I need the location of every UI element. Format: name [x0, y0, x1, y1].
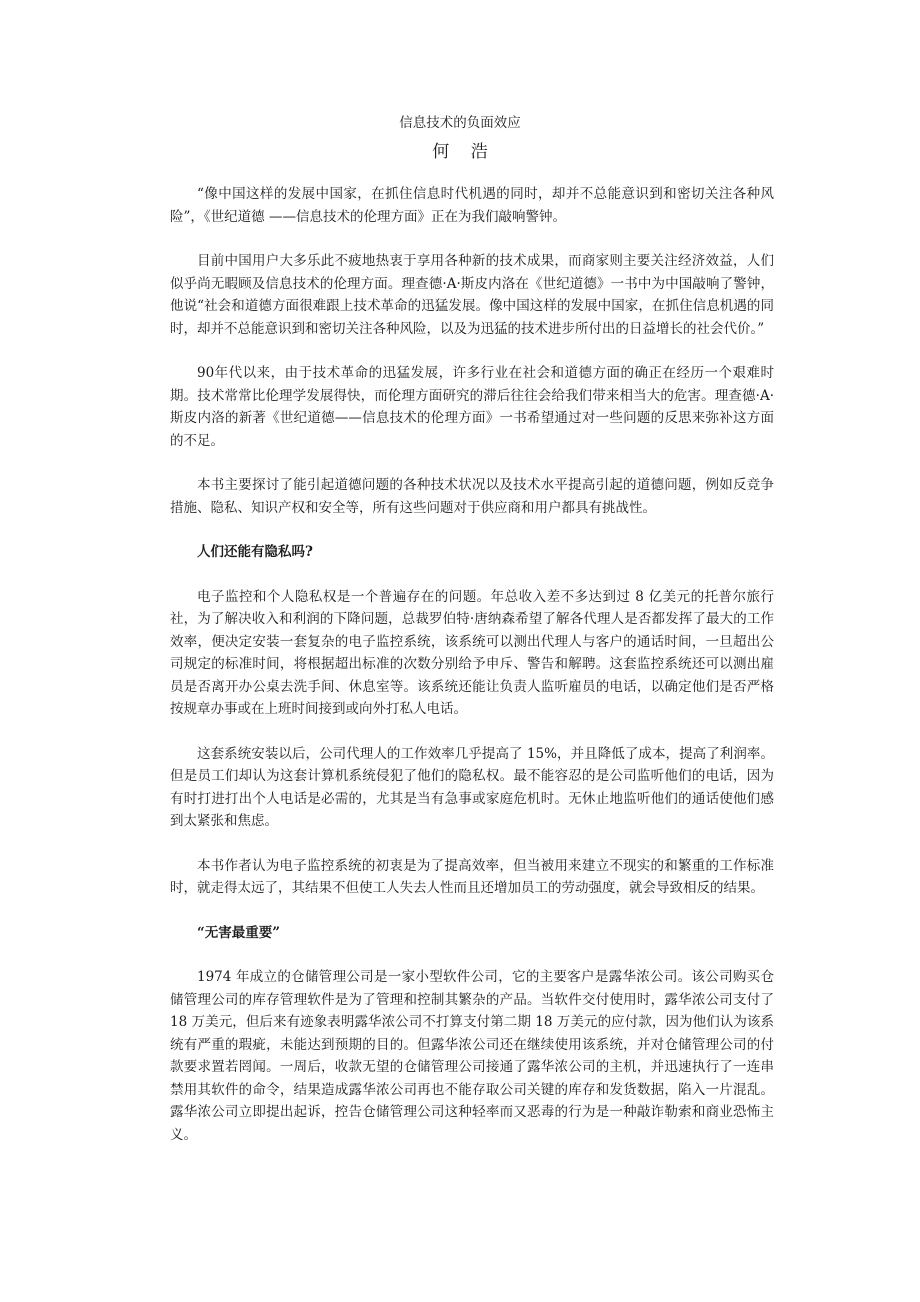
document-title: 信息技术的负面效应 — [399, 115, 521, 131]
paragraph-intro-quote: “像中国这样的发展中国家，在抓住信息时代机遇的同时，却并不总能意识到和密切关注各种风险”，《世纪道德 ——信息技术的伦理方面》正在为我们敲响警钟。 — [170, 186, 774, 225]
paragraph-book-topics: 本书主要探讨了能引起道德问题的各种技术状况以及技术水平提高引起的道德问题，例如反竞争措施、隐私、知识产权和安全等，所有这些问题对于供应商和用户都具有挑战性。 — [170, 477, 774, 516]
paragraph-monitoring: 电子监控和个人隐私权是一个普遍存在的问题。年总收入差不多达到过 8 亿美元的托普尔旅行社，为了解决收入和利润的下降问题，总裁罗伯特·唐纳森希望了解各代理人是否都发挥了最大的工作效率，便决定安装一套复杂的电子监控系统，该系统可以测出代理人与客户的通话时间，一旦超出公司规定的标准时间，将根据超出标准的次数分别给予申斥、警告和解聘。这套监控系统还可以测出雇员是否离开办公桌去洗手间、休息室等。该系统还能让负责人监听雇员的电话，以确定他们是否严格按规章办事或在上班时间接到或向外打私人电话。 — [170, 588, 774, 717]
document-author: 何 浩 — [432, 142, 496, 162]
paragraph-author-view: 本书作者认为电子监控系统的初衷是为了提高效率，但当被用来建立不现实的和繁重的工作标准时，就走得太远了，其结果不但使工人失去人性而且还增加员工的劳动强度，就会导致相反的结果。 — [170, 857, 774, 896]
paragraph-90s: 90年代以来，由于技术革命的迅猛发展，许多行业在社会和道德方面的确正在经历一个艰难时期。技术常常比伦理学发展得快，而伦理方面研究的滞后往往会给我们带来相当大的危害。理查德·A·斯皮内洛的新著《世纪道德——信息技术的伦理方面》一书希望通过对一些问题的反思来弥补这方面的不足。 — [170, 365, 774, 449]
paragraph-warehouse-case: 1974 年成立的仓储管理公司是一家小型软件公司，它的主要客户是露华浓公司。该公司购买仓储管理公司的库存管理软件是为了管理和控制其繁杂的产品。当软件交付使用时，露华浓公司支付了 18 万美元，但后来有迹象表明露华浓公司不打算支付第二期 18 万美元的应付款，因为他们认为该系统有严重的瑕疵，未能达到预期的目的。但露华浓公司还在继续使用该系统，并对仓储管理公司的付款要求置若罔闻。一周后，收款无望的仓储管理公司接通了露华浓公司的主机，并迅速执行了一连串禁用其软件的命令，结果造成露华浓公司再也不能存取公司关键的库存和发货数据，陷入一片混乱。露华浓公司立即提出起诉，控告仓储管理公司这种轻率而又恶毒的行为是一种敲诈勒索和商业恐怖主义。 — [170, 969, 774, 1143]
document-body — [170, 183, 774, 1168]
section-heading-privacy: 人们还能有隐私吗? — [197, 544, 313, 560]
paragraph-chinese-users: 目前中国用户大多乐此不疲地热衷于享用各种新的技术成果，而商家则主要关注经济效益，人们似乎尚无暇顾及信息技术的伦理方面。理查德·A·斯皮内洛在《世纪道德》一书中为中国敲响了警钟，他说“社会和道德方面很难跟上技术革命的迅猛发展。像中国这样的发展中国家，在抓住信息机遇的同时，却并不总能意识到和密切关注各种风险，以及为迅猛的技术进步所付出的日益增长的社会代价。” — [170, 253, 774, 337]
section-heading-harm: “无害最重要” — [197, 924, 281, 941]
paragraph-efficiency: 这套系统安装以后，公司代理人的工作效率几乎提高了 15%，并且降低了成本，提高了利润率。但是员工们却认为这套计算机系统侵犯了他们的隐私权。最不能容忍的是公司监听他们的电话，因为有时打进打出个人电话是必需的，尤其是当有急事或家庭危机时。无休止地监听他们的通话使他们感到太紧张和焦虑。 — [170, 745, 774, 829]
